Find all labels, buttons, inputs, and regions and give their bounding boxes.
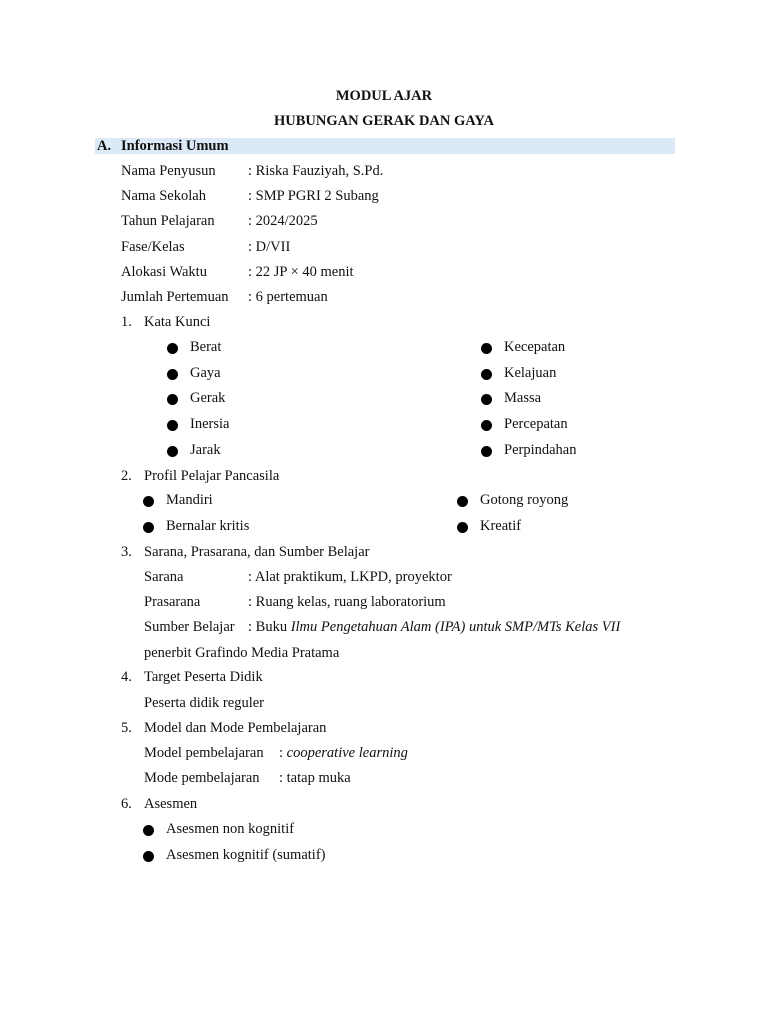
sumber-value xyxy=(248,618,620,636)
info-label: Jumlah Pertemuan xyxy=(121,289,229,305)
bullet-icon xyxy=(457,496,468,507)
keyword-item: Berat xyxy=(190,339,222,355)
section-a-title: Informasi Umum xyxy=(121,138,229,154)
target-value: Peserta didik reguler xyxy=(144,695,264,711)
item-number: 1. xyxy=(121,314,132,330)
asesmen-heading: Asesmen xyxy=(144,796,198,812)
profil-item: Kreatif xyxy=(480,518,522,534)
bullet-icon xyxy=(167,446,178,457)
bullet-icon xyxy=(167,394,178,405)
target-heading: Target Peserta Didik xyxy=(144,669,263,685)
sumber-label: Sumber Belajar xyxy=(144,619,235,635)
bullet-icon xyxy=(481,343,492,354)
profil-heading: Profil Pelajar Pancasila xyxy=(144,468,280,484)
bullet-icon xyxy=(143,825,154,836)
model-separator: : xyxy=(279,745,287,761)
keyword-item: Percepatan xyxy=(504,416,568,432)
info-label: Tahun Pelajaran xyxy=(121,213,215,229)
item-number: 6. xyxy=(121,796,132,812)
bullet-icon xyxy=(457,522,468,533)
info-value: : D/VII xyxy=(248,239,291,255)
item-number: 5. xyxy=(121,720,132,736)
profil-item: Mandiri xyxy=(166,492,213,508)
bullet-icon xyxy=(481,446,492,457)
profil-item: Bernalar kritis xyxy=(166,518,250,534)
mode-label: Mode pembelajaran xyxy=(144,770,260,786)
sarana-heading: Sarana, Prasarana, dan Sumber Belajar xyxy=(144,544,370,560)
prasarana-label: Prasarana xyxy=(144,594,201,610)
keyword-item: Gaya xyxy=(190,365,221,381)
sarana-label: Sarana xyxy=(144,569,184,585)
info-value: : 22 JP × 40 menit xyxy=(248,264,354,280)
item-number: 4. xyxy=(121,669,132,685)
info-label: Alokasi Waktu xyxy=(121,264,207,280)
asesmen-item: Asesmen non kognitif xyxy=(166,821,295,837)
keyword-item: Jarak xyxy=(190,442,221,458)
info-value: : SMP PGRI 2 Subang xyxy=(248,188,379,204)
bullet-icon xyxy=(143,496,154,507)
keyword-item: Inersia xyxy=(190,416,230,432)
sumber-continuation: penerbit Grafindo Media Pratama xyxy=(144,645,340,661)
bullet-icon xyxy=(481,369,492,380)
sumber-prefix: : Buku xyxy=(248,619,291,635)
kata-kunci-heading: Kata Kunci xyxy=(144,314,211,330)
bullet-icon xyxy=(143,851,154,862)
bullet-icon xyxy=(167,420,178,431)
prasarana-value: : Ruang kelas, ruang laboratorium xyxy=(248,594,446,610)
sarana-value: : Alat praktikum, LKPD, proyektor xyxy=(248,569,452,585)
keyword-item: Kelajuan xyxy=(504,365,557,381)
profil-item: Gotong royong xyxy=(480,492,569,508)
item-number: 3. xyxy=(121,544,132,560)
bullet-icon xyxy=(167,343,178,354)
item-number: 2. xyxy=(121,468,132,484)
keyword-item: Perpindahan xyxy=(504,442,577,458)
bullet-icon xyxy=(143,522,154,533)
keyword-item: Massa xyxy=(504,390,542,406)
asesmen-item: Asesmen kognitif (sumatif) xyxy=(166,847,326,863)
info-value: : Riska Fauziyah, S.Pd. xyxy=(248,163,384,179)
document-title: MODUL AJAR xyxy=(335,88,433,104)
bullet-icon xyxy=(167,369,178,380)
section-a-letter: A. xyxy=(97,138,112,154)
info-value: : 6 pertemuan xyxy=(248,289,328,305)
book-title: Ilmu Pengetahuan Alam (IPA) untuk SMP/MTs Kelas VII xyxy=(290,619,621,635)
model-name: cooperative learning xyxy=(286,745,408,761)
info-value: : 2024/2025 xyxy=(248,213,318,229)
info-label: Fase/Kelas xyxy=(121,239,185,255)
info-label: Nama Penyusun xyxy=(121,163,216,179)
model-heading: Model dan Mode Pembelajaran xyxy=(144,720,327,736)
bullet-icon xyxy=(481,394,492,405)
info-label: Nama Sekolah xyxy=(121,188,206,204)
model-value xyxy=(279,744,408,762)
bullet-icon xyxy=(481,420,492,431)
document-subtitle: HUBUNGAN GERAK DAN GAYA xyxy=(273,113,495,129)
model-label: Model pembelajaran xyxy=(144,745,264,761)
keyword-item: Gerak xyxy=(190,390,226,406)
mode-value: : tatap muka xyxy=(279,770,351,786)
keyword-item: Kecepatan xyxy=(504,339,566,355)
